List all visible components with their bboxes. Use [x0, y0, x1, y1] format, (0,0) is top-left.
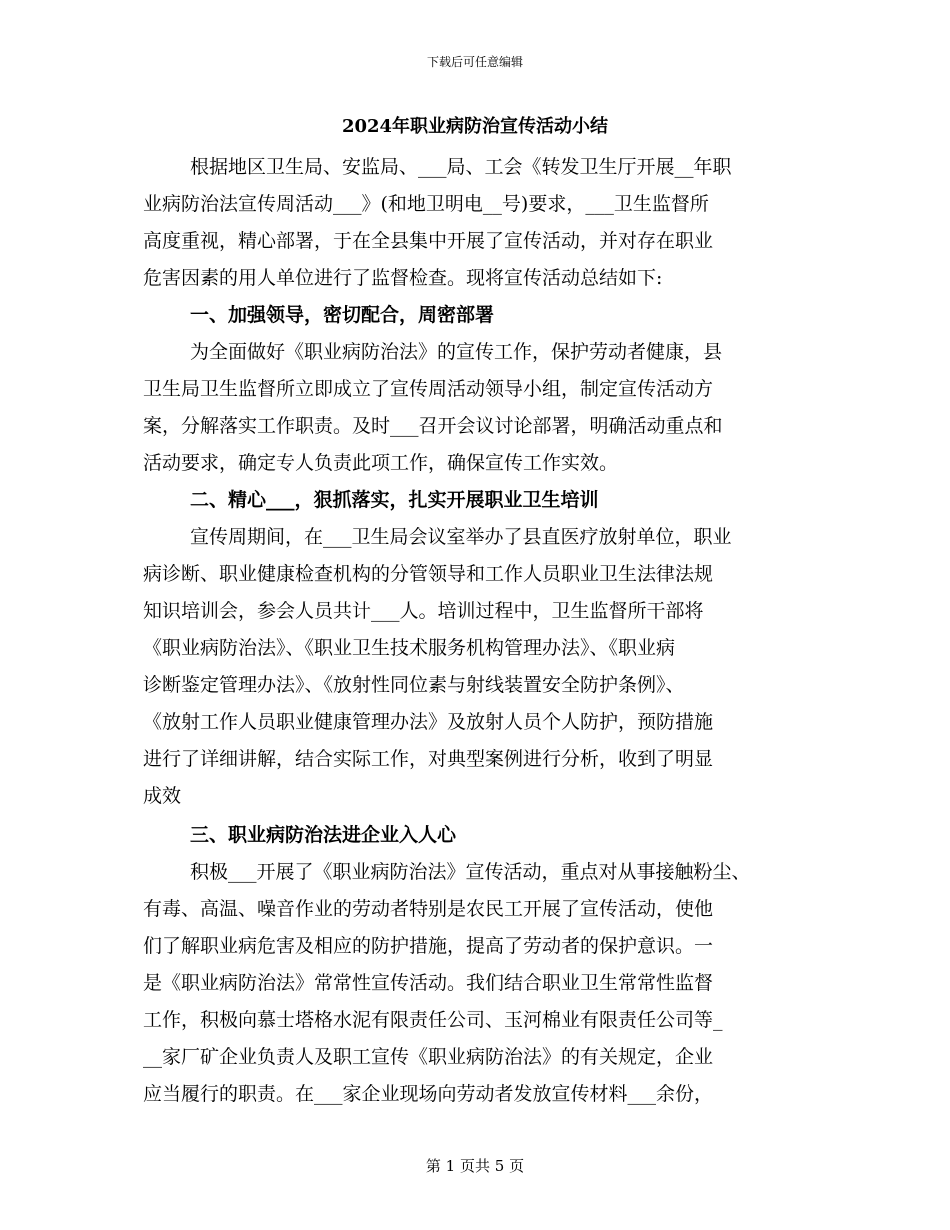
paragraph-line: 积极___开展了《职业病防治法》宣传活动，重点对从事接触粉尘、 — [190, 861, 751, 883]
section-heading-1: 一、加强领导，密切配合，周密部署 — [190, 304, 495, 326]
document-body — [143, 149, 803, 1113]
paragraph-line: 活动要求，确定专人负责此项工作，确保宣传工作实效。 — [143, 452, 619, 474]
paragraph-line: 宣传周期间，在___卫生局会议室举办了县直医疗放射单位，职业 — [190, 526, 732, 548]
page-header-note: 下载后可任意编辑 — [426, 55, 523, 69]
paragraph-line: 《职业病防治法》、《职业卫生技术服务机构管理办法》、《职业病 — [143, 637, 676, 659]
paragraph-line: 案，分解落实工作职责。及时___召开会议讨论部署，明确活动重点和 — [143, 415, 723, 437]
paragraph-line: 们了解职业病危害及相应的防护措施，提高了劳动者的保护意识。一 — [143, 935, 714, 957]
paragraph-line: 高度重视，精心部署，于在全县集中开展了宣传活动，并对存在职业 — [143, 230, 714, 252]
document-title: 2024年职业病防治宣传活动小结 — [341, 116, 609, 137]
paragraph-line: __家厂矿企业负责人及职工宣传《职业病防治法》的有关规定，企业 — [143, 1046, 714, 1068]
paragraph-line: 病诊断、职业健康检查机构的分管领导和工作人员职业卫生法律法规 — [143, 563, 714, 585]
paragraph-line: 为全面做好《职业病防治法》的宣传工作，保护劳动者健康，县 — [190, 341, 723, 363]
paragraph-line: 根据地区卫生局、安监局、___局、工会《转发卫生厅开展__年职 — [190, 156, 732, 178]
paragraph-line: 知识培训会，参会人员共计___人。培训过程中，卫生监督所干部将 — [143, 600, 704, 622]
paragraph-line: 工作，积极向慕士塔格水泥有限责任公司、玉河棉业有限责任公司等_ — [143, 1009, 723, 1031]
paragraph-line: 卫生局卫生监督所立即成立了宣传周活动领导小组，制定宣传活动方 — [143, 378, 714, 400]
paragraph-line: 诊断鉴定管理办法》、《放射性同位素与射线装置安全防护条例》、 — [143, 674, 685, 696]
section-heading-3: 三、职业病防治法进企业入人心 — [190, 824, 457, 846]
paragraph-line: 危害因素的用人单位进行了监督检查。现将宣传活动总结如下: — [143, 267, 663, 289]
section-heading-2: 二、精心___，狠抓落实，扎实开展职业卫生培训 — [190, 489, 599, 511]
page-number: 第 1 页共 5 页 — [425, 1157, 525, 1175]
paragraph-line: 有毒、高温、噪音作业的劳动者特别是农民工开展了宣传活动，使他 — [143, 898, 714, 920]
paragraph-line: 进行了详细讲解，结合实际工作，对典型案例进行分析，收到了明显 — [143, 748, 714, 770]
paragraph-line: 是《职业病防治法》常常性宣传活动。我们结合职业卫生常常性监督 — [143, 972, 714, 994]
paragraph-line: 成效 — [143, 785, 182, 807]
paragraph-line: 应当履行的职责。在___家企业现场向劳动者发放宣传材料___余份， — [143, 1083, 714, 1105]
paragraph-line: 《放射工作人员职业健康管理办法》及放射人员个人防护，预防措施 — [143, 711, 714, 733]
paragraph-line: 业病防治法宣传周活动___》(和地卫明电__号)要求，___卫生监督所 — [143, 193, 709, 215]
